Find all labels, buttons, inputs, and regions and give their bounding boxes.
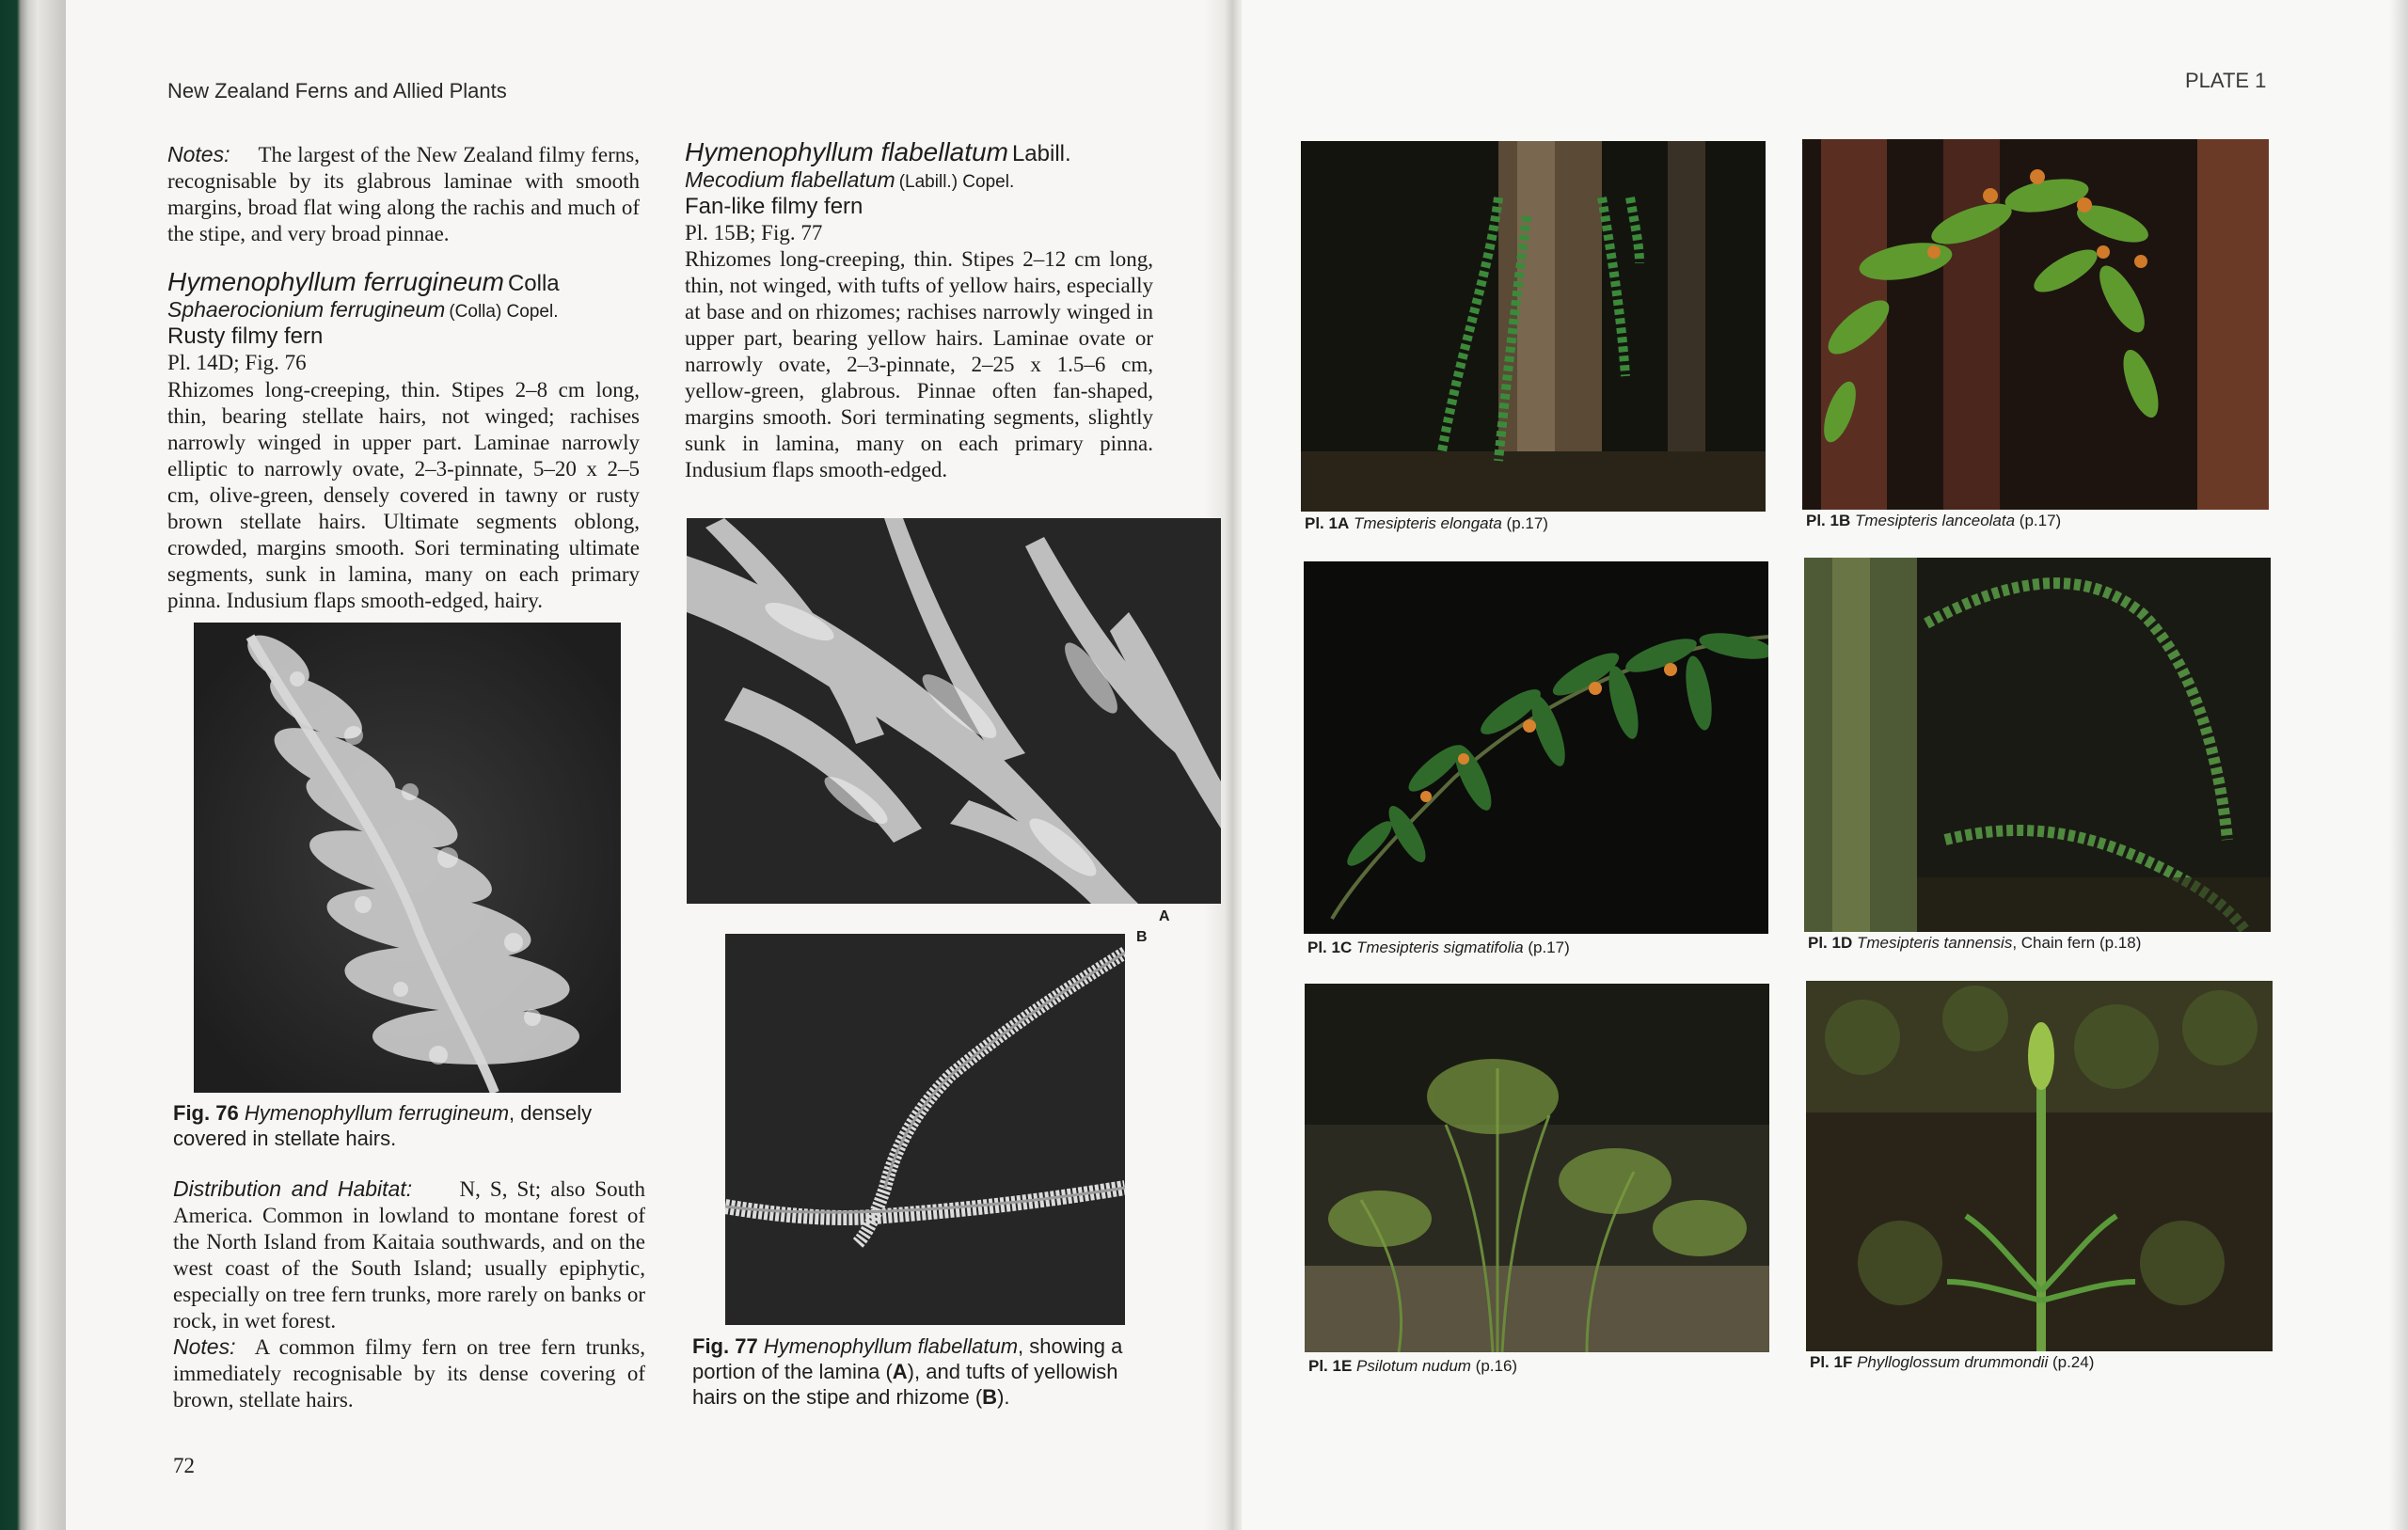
fig77-label: Fig. 77 xyxy=(692,1334,758,1358)
notes-text: The largest of the New Zealand filmy ferns, recognisable by its glabrous laminae with smooth margins, broad flat wing along the rachis and much of the stipe, and very broad pinnae. xyxy=(167,143,640,245)
running-header-right: PLATE 1 xyxy=(2185,69,2267,92)
fig77-caption xyxy=(692,1333,1153,1410)
species-name-2: Hymenophyllum flabellatum xyxy=(685,137,1008,166)
fig77-caption-part1: , showing a portion of the lamina ( xyxy=(692,1334,1123,1383)
species-heading-ferrugineum xyxy=(167,267,657,297)
figure-refs-flabellatum: Pl. 15B; Fig. 77 xyxy=(685,221,823,244)
book-right-edge xyxy=(2389,0,2408,1530)
plate-1f-id: Pl. 1F xyxy=(1810,1353,1853,1371)
plate-1c-page: (p.17) xyxy=(1528,939,1570,956)
plate-1e-photo xyxy=(1305,984,1769,1352)
fig77-caption-a: A xyxy=(892,1360,908,1383)
synonym-name: Sphaerocionium ferrugineum xyxy=(167,297,446,322)
fig77-label-b: B xyxy=(1136,929,1148,945)
book-left-edge xyxy=(0,0,66,1530)
plate-1b-caption xyxy=(1806,512,2061,530)
plate-1f-page: (p.24) xyxy=(2052,1353,2095,1371)
distribution-label: Distribution and Habitat: xyxy=(173,1176,413,1201)
synonym-flabellatum xyxy=(685,167,1174,193)
fig77a-photo xyxy=(687,518,1221,904)
plate-1d-id: Pl. 1D xyxy=(1808,934,1853,952)
plate-1e-id: Pl. 1E xyxy=(1308,1357,1353,1375)
notes-text-2: A common filmy fern on tree fern trunks, immediately recognisable by its dense covering of brown, stellate hairs. xyxy=(173,1335,646,1412)
species-author-2: Labill. xyxy=(1011,141,1071,166)
common-name-flabellatum: Fan-like filmy fern xyxy=(685,194,863,219)
plate-1a-photo xyxy=(1301,141,1766,512)
species-name: Hymenophyllum ferrugineum xyxy=(167,267,504,296)
description-ferrugineum: Rhizomes long-creeping, thin. Stipes 2–8 cm long, thin, bearing stellate hairs, not winged; rachises narrowly winged in upper part. Laminae narrowly elliptic to narrowly ovate, 2–3-pinnate, 5–20 x 2–5 cm, olive-green, densely covered in tawny or rusty brown stellate hairs. Ultimate segments oblong, crowded, margins smooth. Sori terminating ultimate segments, sunk in lamina, many on each primary pinna. Indusium flaps smooth-edged, hairy. xyxy=(167,378,640,612)
plate-1c-id: Pl. 1C xyxy=(1307,939,1353,956)
plate-1f-caption xyxy=(1810,1353,2094,1372)
description-flabellatum: Rhizomes long-creeping, thin. Stipes 2–12 cm long, thin, not winged, with tufts of yellow hairs, especially at base and on rhizomes; rachises narrowly winged in upper part, bearing yellow hairs. Laminae ovate or narrowly ovate, 2–3-pinnate, 2–25 x 1.5–6 cm, yellow-green, glabrous. Pinnae often fan-shaped, margins smooth. Sori terminating segments, slightly sunk in lamina, many on each primary pinna. Indusium flaps smooth-edged. xyxy=(685,247,1153,481)
plate-1b-photo xyxy=(1802,139,2269,510)
plate-1d-caption xyxy=(1808,934,2141,953)
plate-1b-id: Pl. 1B xyxy=(1806,512,1851,529)
plate-1e-page: (p.16) xyxy=(1475,1357,1518,1375)
plate-1d-species: Tmesipteris tannensis xyxy=(1856,934,2013,952)
figure-refs-ferrugineum: Pl. 14D; Fig. 76 xyxy=(167,351,307,374)
plate-1f-species: Phylloglossum drummondii xyxy=(1857,1353,2049,1371)
synonym-name-2: Mecodium flabellatum xyxy=(685,167,895,192)
notes-label: Notes: xyxy=(167,142,230,166)
plate-1c-species: Tmesipteris sigmatifolia xyxy=(1355,939,1524,956)
fig77-caption-part2: ), and tufts of yellowish hairs on the stipe and rhizome ( xyxy=(692,1360,1118,1409)
fig76-species: Hymenophyllum ferrugineum xyxy=(244,1101,510,1125)
synonym-ferrugineum xyxy=(167,297,657,323)
fig77-caption-part3: ). xyxy=(997,1385,1010,1409)
species-heading-flabellatum xyxy=(685,137,1174,167)
plate-1c-photo xyxy=(1304,561,1768,934)
notes-label-2: Notes: xyxy=(173,1334,236,1359)
notes-paragraph-2 xyxy=(173,1333,645,1413)
fig76-photo xyxy=(194,623,621,1093)
plate-1c-caption xyxy=(1307,939,1570,957)
plate-1d-photo xyxy=(1804,558,2271,932)
plate-1f-photo xyxy=(1806,981,2273,1351)
notes-paragraph-1 xyxy=(167,141,640,247)
fig77-species: Hymenophyllum flabellatum xyxy=(763,1334,1019,1358)
common-name-ferrugineum: Rusty filmy fern xyxy=(167,323,324,349)
fig77-label-a: A xyxy=(1159,908,1170,924)
plate-1e-species: Psilotum nudum xyxy=(1356,1357,1471,1375)
plate-1b-species: Tmesipteris lanceolata xyxy=(1854,512,2016,529)
fig76-label: Fig. 76 xyxy=(173,1101,239,1125)
synonym-author-2: (Labill.) Copel. xyxy=(898,172,1015,192)
distribution-text: N, S, St; also South America. Common in lowland to montane forest of the North Island from Kaitaia southwards, and on the west coast of the South Island; usually epiphytic, especially on tree fern trunks, more rarely on banks or rock, in wet forest. xyxy=(173,1177,645,1333)
fig77b-photo xyxy=(725,934,1125,1325)
species-author: Colla xyxy=(507,271,560,296)
plate-1d-suffix: , Chain fern xyxy=(2012,934,2096,952)
plate-1b-page: (p.17) xyxy=(2019,512,2062,529)
plate-1e-caption xyxy=(1308,1357,1517,1376)
page-number-left: 72 xyxy=(173,1454,195,1477)
fig76-caption-rest: , densely covered in stellate hairs. xyxy=(173,1101,593,1150)
plate-1a-page: (p.17) xyxy=(1506,514,1548,532)
plate-1a-caption xyxy=(1305,514,1548,533)
plate-1a-id: Pl. 1A xyxy=(1305,514,1350,532)
plate-1a-species: Tmesipteris elongata xyxy=(1353,514,1502,532)
synonym-author: (Colla) Copel. xyxy=(449,302,559,322)
plate-1d-page: (p.18) xyxy=(2099,934,2142,952)
fig77-caption-b: B xyxy=(982,1385,998,1409)
distribution-paragraph xyxy=(173,1175,645,1334)
fig76-caption xyxy=(173,1100,643,1151)
running-header-left: New Zealand Ferns and Allied Plants xyxy=(167,79,507,103)
